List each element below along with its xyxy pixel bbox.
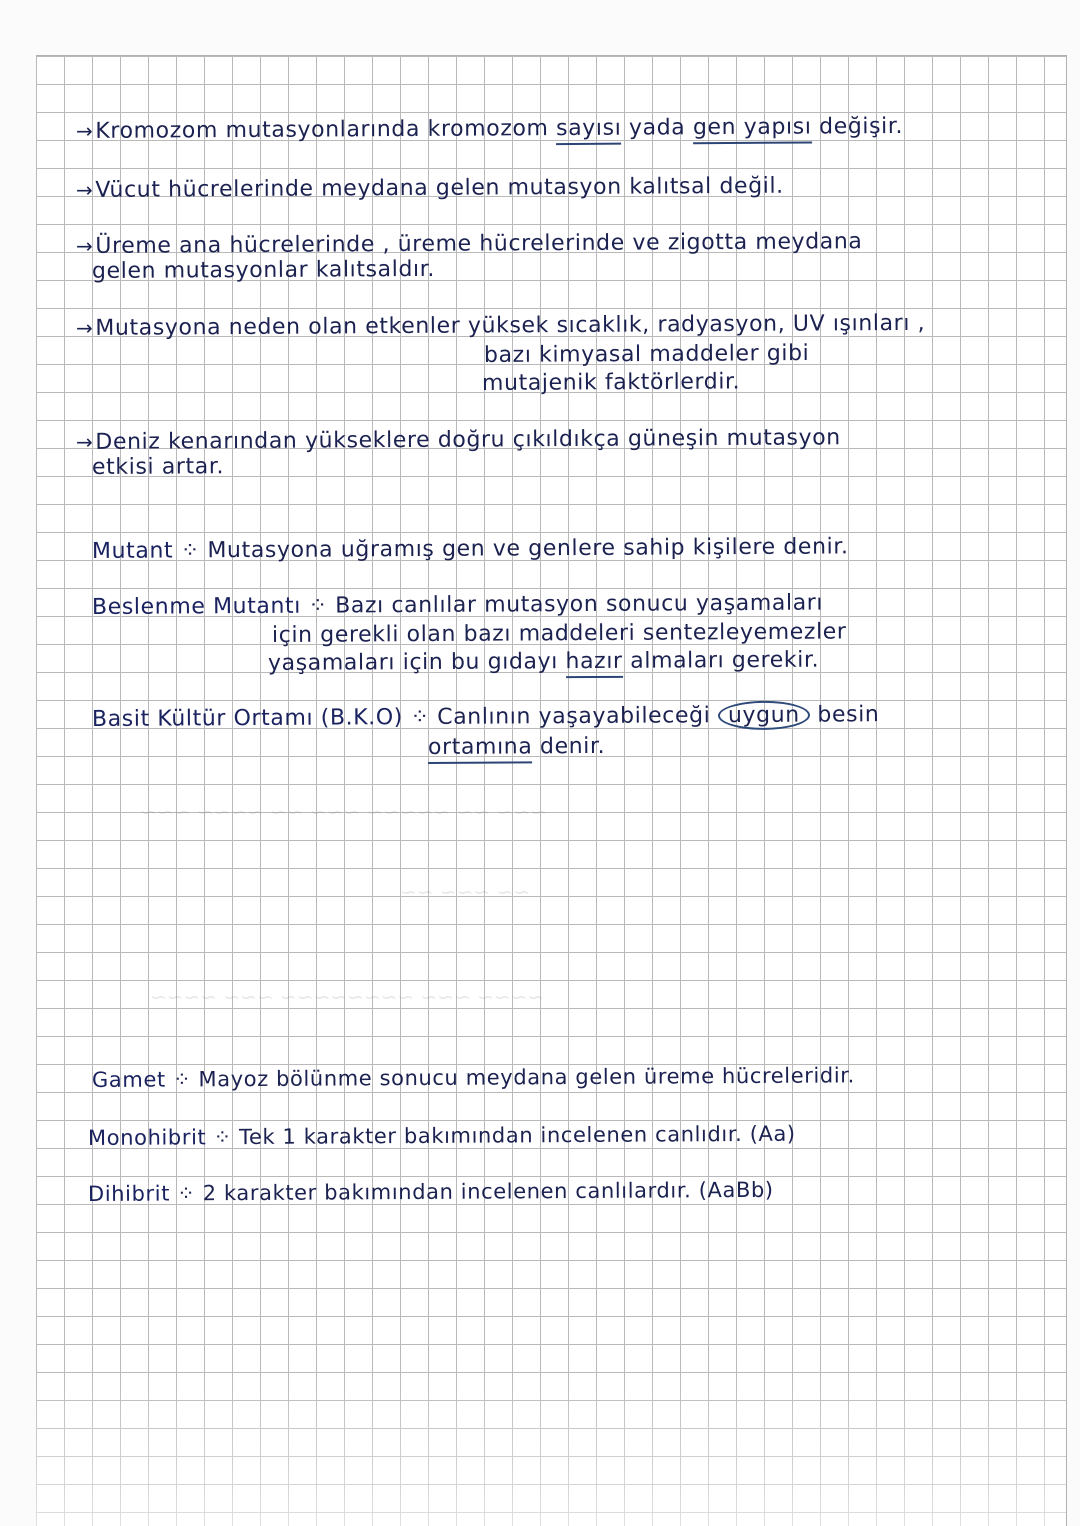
bullet-deniz-kenari-cont: etkisi artar. [91,454,225,480]
underlined-text: sayısı [556,116,621,145]
bullet-vucut-hucreleri: →Vücut hücrelerinde meydana gelen mutasyon kalıtsal değil. [75,173,784,203]
definition-beslenme-mutanti: Beslenme Mutantı ⁘ Bazı canlılar mutasyon sonucu yaşamaları [91,590,824,620]
definition-term: Dihibrit [87,1181,171,1206]
bullet-mutasyon-etkenleri-cont: mutajenik faktörlerdir. [481,369,741,396]
bleed-through-mark: ~~ ~~~ ~~ [400,880,531,904]
definition-monohibrit: Monohibrit ⁘ Tek 1 karakter bakımından incelenen canlıdır. (Aa) [87,1121,796,1150]
definition-dihibrit: Dihibrit ⁘ 2 karakter bakımından incelenen canlılardır. (AaBb) [87,1177,774,1206]
definition-gamet: Gamet ⁘ Mayoz bölünme sonucu meydana gelen üreme hücreleridir. [91,1063,855,1092]
definition-term: Mutant [91,538,174,564]
underlined-text: ortamına [428,734,533,764]
definition-term: Monohibrit [87,1125,207,1150]
definition-term: Gamet [91,1067,166,1092]
definition-basit-kultur-ortami-cont: ortamına denir. [428,733,605,762]
definition-beslenme-mutanti-cont: yaşamaları için bu gıdayı hazır almaları gerekir. [268,647,819,678]
definition-term: Basit Kültür Ortamı (B.K.O) [91,705,404,732]
circled-text: uygun [718,701,810,731]
bleed-through-mark: ~~~ ~~ ~~~~~ ~~~ ~~ ~~~~ ~~~ [140,800,547,824]
bullet-ureme-hucreleri-cont: gelen mutasyonlar kalıtsaldır. [91,256,435,284]
bullet-mutasyon-etkenleri: →Mutasyona neden olan etkenler yüksek sıcaklık, radyasyon, UV ışınları , [75,310,926,341]
definition-beslenme-mutanti-cont: için gerekli olan bazı maddeleri sentezleyemezler [271,619,847,648]
bullet-deniz-kenari: →Deniz kenarından yükseklere doğru çıkıldıkça güneşin mutasyon [75,425,841,455]
definition-basit-kultur-ortami: Basit Kültür Ortamı (B.K.O) ⁘ Canlının yaşayabileceği uygun besin [91,702,880,732]
bullet-kromozom-mutasyonlari: →Kromozom mutasyonlarında kromozom sayısı yada gen yapısı değişir. [75,113,904,144]
definition-mutant: Mutant ⁘ Mutasyona uğramış gen ve genlere sahip kişilere denir. [91,534,849,564]
underlined-text: gen yapısı [693,115,812,145]
grid-fade [36,1366,1066,1526]
arrow-icon: → [75,429,94,454]
arrow-icon: → [75,177,94,202]
arrow-icon: → [75,118,94,143]
arrow-icon: → [75,233,94,258]
definition-term: Beslenme Mutantı [91,593,302,620]
arrow-icon: → [75,315,94,340]
bullet-mutasyon-etkenleri-cont: bazı kimyasal maddeler gibi [483,341,810,368]
underlined-text: hazır [565,649,622,678]
bullet-ureme-hucreleri: →Üreme ana hücrelerinde , üreme hücrelerinde ve zigotta meydana [75,229,863,259]
bleed-through-mark: ~~~~ ~~~ ~~~~~~~~ ~~~ ~~~~ [150,985,545,1009]
